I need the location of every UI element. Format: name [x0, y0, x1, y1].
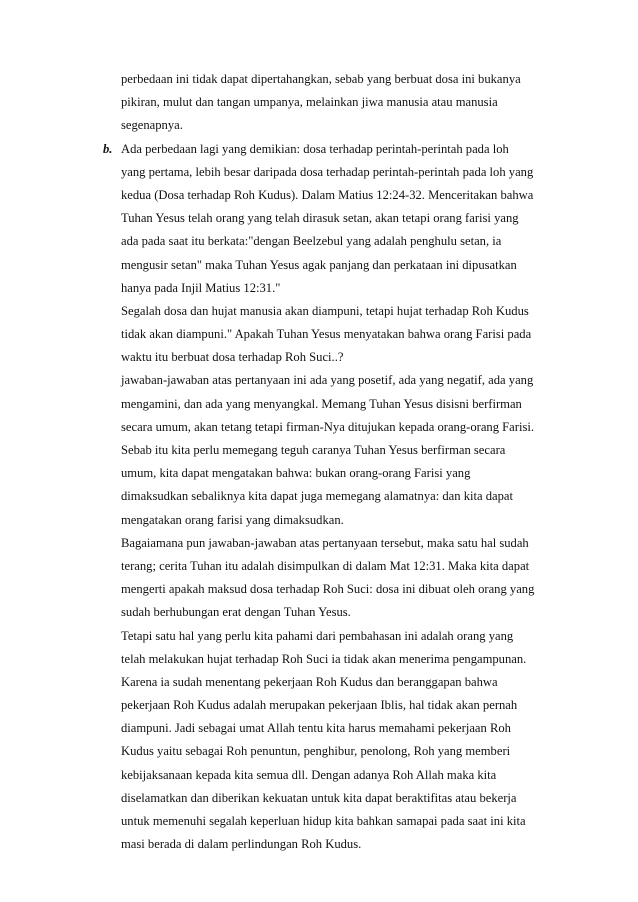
text-line: waktu itu berbuat dosa terhadap Roh Suci..? [121, 350, 344, 365]
text-line: kebijaksanaan kepada kita semua dll. Dengan adanya Roh Allah maka kita [121, 767, 497, 782]
text-line: Kudus yaitu sebagai Roh penuntun, penghibur, penolong, Roh yang memberi [121, 744, 511, 759]
text-line: Karena ia sudah menentang pekerjaan Roh Kudus dan beranggapan bahwa [121, 674, 498, 689]
list-marker-b: b. [103, 142, 113, 156]
text-line: diampuni. Jadi sebagai umat Allah tentu kita harus memahami pekerjaan Roh [121, 721, 511, 736]
text-line: hanya pada Injil Matius 12:31." [121, 280, 281, 295]
text-line: diselamatkan dan diberikan kekuatan untuk kita dapat beraktifitas atau bekerja [121, 790, 517, 805]
text-line: Tetapi satu hal yang perlu kita pahami dari pembahasan ini adalah orang yang [121, 628, 514, 643]
text-line: segenapnya. [121, 118, 183, 133]
text-line: pikiran, mulut dan tangan umpanya, melainkan jiwa manusia atau manusia [121, 95, 498, 110]
text-line: jawaban-jawaban atas pertanyaan ini ada yang posetif, ada yang negatif, ada yang [121, 373, 534, 388]
text-line: Bagaiamana pun jawaban-jawaban atas pertanyaan tersebut, maka satu hal sudah [121, 535, 529, 550]
text-line: mengerti apakah maksud dosa terhadap Roh Suci: dosa ini dibuat oleh orang yang [121, 582, 535, 597]
text-line: terang; cerita Tuhan itu adalah disimpulkan di dalam Mat 12:31. Maka kita dapat [121, 558, 530, 573]
text-line: untuk memenuhi segalah keperluan hidup kita bahkan samapai pada saat ini kita [121, 814, 526, 828]
text-line: secara umum, akan tetang tetapi firman-Nya ditujukan kepada orang-orang Farisi. [121, 419, 534, 434]
text-line: umum, kita dapat mengatakan bahwa: bukan orang-orang Farisi yang [121, 466, 471, 481]
text-line: mengamini, dan ada yang menyangkal. Memang Tuhan Yesus disisni berfirman [121, 396, 522, 411]
text-line: mengusir setan" maka Tuhan Yesus agak panjang dan perkataan ini dipusatkan [121, 257, 517, 272]
text-line: ada pada saat itu berkata:"dengan Beelzebul yang adalah penghulu setan, ia [121, 234, 502, 249]
text-line: yang pertama, lebih besar daripada dosa terhadap perintah-perintah pada loh yang [121, 164, 534, 179]
text-line: dimaksudkan sebaliknya kita dapat juga memegang alamatnya: dan kita dapat [121, 489, 514, 504]
text-line: telah melakukan hujat terhadap Roh Suci ia tidak akan menerima pengampunan. [121, 651, 527, 666]
text-line: pekerjaan Roh Kudus adalah merupakan pekerjaan Iblis, hal tidak akan pernah [121, 698, 518, 713]
text-line: masi berada di dalam perlindungan Roh Kudus. [121, 837, 362, 852]
text-line: perbedaan ini tidak dapat dipertahangkan, sebab yang berbuat dosa ini bukanya [121, 72, 521, 86]
text-line: kedua (Dosa terhadap Roh Kudus). Dalam Matius 12:24-32. Menceritakan bahwa [121, 187, 534, 202]
text-line: mengatakan orang farisi yang dimaksudkan. [121, 512, 344, 527]
text-line: Ada perbedaan lagi yang demikian: dosa terhadap perintah-perintah pada loh [121, 141, 509, 156]
text-line: tidak akan diampuni." Apakah Tuhan Yesus menyatakan bahwa orang Farisi pada [121, 327, 532, 342]
text-line: Sebab itu kita perlu memegang teguh caranya Tuhan Yesus berfirman secara [121, 443, 506, 457]
text-line: Tuhan Yesus telah orang yang telah dirasuk setan, akan tetapi orang farisi yang [121, 211, 519, 226]
text-line: Segalah dosa dan hujat manusia akan diampuni, tetapi hujat terhadap Roh Kudus [121, 303, 529, 318]
text-line: sudah berhubungan erat dengan Tuhan Yesus. [121, 605, 351, 620]
body-text [121, 68, 571, 856]
